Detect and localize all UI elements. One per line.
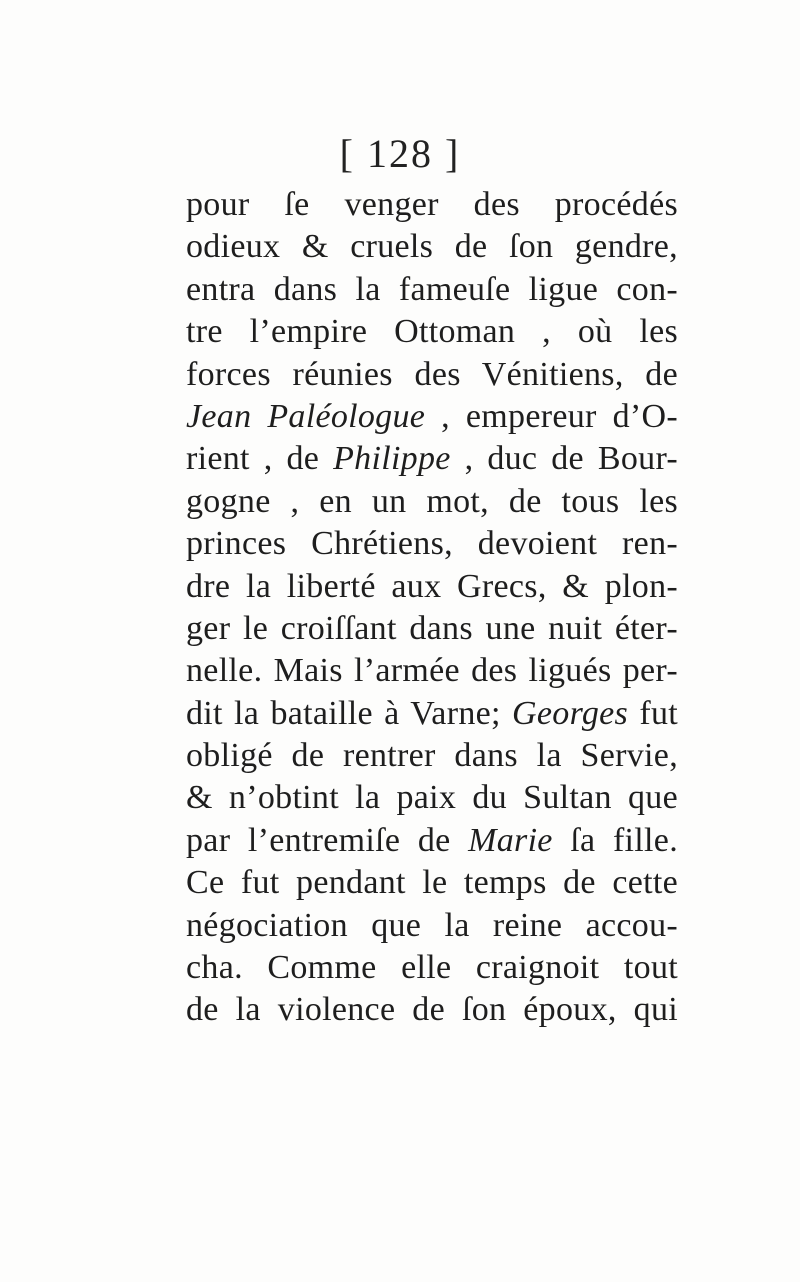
italic-name: Philippe: [333, 440, 451, 478]
text-segment: ger le croiſſant dans une nuit éter-: [186, 609, 678, 647]
text-line: [186, 905, 678, 947]
text-line: [186, 438, 678, 480]
text-line: [186, 311, 678, 353]
text-line: [186, 947, 678, 989]
text-line: [186, 184, 678, 226]
text-line: [186, 650, 678, 692]
text-line: [186, 777, 678, 819]
text-segment: pour ſe venger des procédés: [186, 186, 678, 223]
text-line: [186, 354, 678, 396]
text-segment: ſa fille.: [552, 821, 678, 859]
text-segment: tre l’empire Ottoman , où les: [186, 313, 678, 351]
text-segment: , duc de Bour-: [450, 440, 679, 478]
text-segment: obligé de rentrer dans la Servie,: [186, 737, 678, 775]
text-line: [186, 396, 678, 438]
text-line: [186, 566, 678, 608]
text-line: [186, 989, 678, 1031]
text-line: [186, 693, 678, 735]
text-segment: entra dans la fameuſe ligue con-: [186, 270, 678, 308]
text-segment: Ce fut pendant le temps de cette: [186, 864, 678, 902]
text-segment: de la violence de ſon époux, qui: [186, 991, 678, 1029]
text-line: [186, 820, 678, 862]
text-segment: gogne , en un mot, de tous les: [186, 482, 678, 520]
text-segment: négociation que la reine accou-: [186, 906, 678, 944]
text-line: [186, 735, 678, 777]
italic-name: Georges: [512, 694, 629, 732]
text-segment: par l’entremiſe de: [186, 821, 469, 859]
body-text: [186, 184, 678, 1032]
text-line: [186, 226, 678, 268]
text-line: [186, 481, 678, 523]
text-segment: & n’obtint la paix du Sultan que: [186, 779, 678, 817]
text-segment: dit la bataille à Varne;: [186, 694, 513, 732]
text-line: [186, 523, 678, 565]
text-line: [186, 862, 678, 904]
text-segment: , empereur d’O-: [425, 397, 678, 435]
text-segment: dre la liberté aux Grecs, & plon-: [186, 567, 678, 605]
italic-name: Marie: [468, 821, 553, 859]
text-line: [186, 269, 678, 311]
text-segment: forces réunies des Vénitiens, de: [186, 355, 678, 393]
text-segment: rient , de: [186, 440, 334, 478]
italic-name: Jean Paléologue: [186, 397, 426, 435]
text-segment: odieux & cruels de ſon gendre,: [186, 228, 678, 266]
page-number: [ 128 ]: [339, 131, 461, 176]
text-segment: princes Chrétiens, devoient ren-: [186, 525, 678, 563]
text-segment: fut: [628, 694, 679, 732]
text-line: [186, 608, 678, 650]
text-segment: cha. Comme elle craignoit tout: [186, 949, 678, 987]
text-segment: nelle. Mais l’armée des ligués per-: [186, 652, 678, 690]
